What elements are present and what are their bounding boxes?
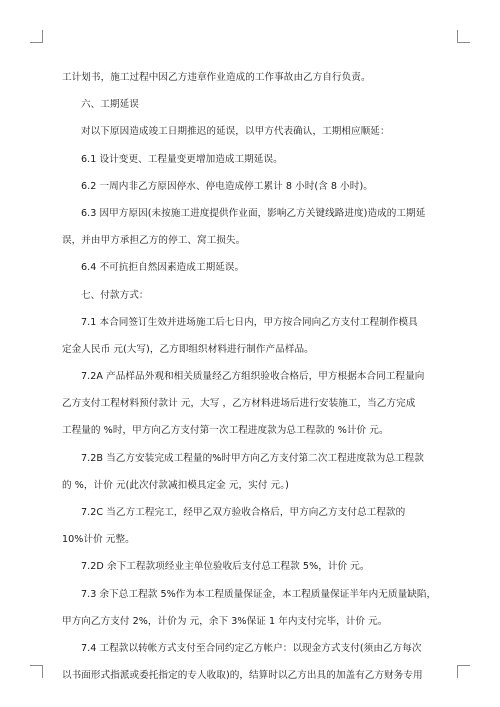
text-line: 6.4 不可抗拒自然因素造成工期延误。 — [81, 262, 245, 274]
text-line: 误，并由甲方承担乙方的停工、窝工损失。 — [62, 235, 246, 247]
text-line: 定金人民币 元(大写)，乙方即组织材料进行制作产品样品。 — [62, 343, 314, 355]
text-line: 工程量的 %时，甲方向乙方支付第一次工程进度款为总工程款的 %计价 元。 — [62, 425, 389, 437]
text-line: 乙方支付工程材料预付款计 元，大写 ，乙方材料进场后进行安装施工，当乙方完成 — [62, 398, 416, 410]
text-line: 甲方向乙方支付 2%，计价为 元，余下 3%保证 1 年内支付完毕，计价 元。 — [62, 615, 388, 627]
crop-mark-top-left — [30, 30, 43, 43]
crop-mark-bottom-right — [457, 665, 470, 678]
text-line: 六、工期延误 — [81, 99, 139, 111]
text-line: 7.2C 当乙方工程完工，经甲乙双方验收合格后，甲方向乙方支付总工程款的 — [81, 507, 406, 518]
text-line: 七、付款方式： — [81, 289, 149, 301]
text-line: 对以下原因造成竣工日期推迟的延误，以甲方代表确认，工期相应顺延： — [81, 126, 390, 138]
crop-mark-bottom-left — [30, 665, 43, 678]
text-line: 6.2 一周内非乙方原因停水、停电造成停工累计 8 小时(含 8 小时)。 — [81, 180, 373, 192]
text-line: 7.3 余下总工程款 5%作为本工程质量保证金，本工程质量保证半年内无质量缺陷， — [81, 588, 437, 600]
document-body — [62, 64, 442, 689]
text-line: 10%计价 元整。 — [62, 534, 135, 546]
text-line: 7.1 本合同签订生效并进场施工后七日内，甲方按合同向乙方支付工程制作模具 — [81, 316, 418, 328]
text-line: 6.1 设计变更、工程量变更增加造成工期延误。 — [81, 153, 283, 165]
text-line: 7.2B 当乙方安装完成工程量的%时甲方向乙方支付第二次工程进度款为总工程款 — [81, 452, 424, 464]
text-line: 7.2D 余下工程款项经业主单位验收后支付总工程款 5%，计价 元。 — [81, 561, 370, 573]
text-line: 工计划书，施工过程中因乙方违章作业造成的工作事故由乙方自行负责。 — [62, 72, 371, 83]
text-line: 6.3 因甲方原因(未按施工进度提供作业面，影响乙方关键线路进度)造成的工期延 — [81, 207, 426, 219]
text-line: 7.2A 产品样品外观和相关质量经乙方组织验收合格后，甲方根据本合同工程量向 — [81, 371, 425, 383]
text-line: 的 %，计价 元(此次付款减扣模具定金 元，实付 元。) — [62, 479, 289, 491]
crop-mark-top-right — [457, 30, 470, 43]
text-line: 以书面形式指派或委托指定的专人收取)的，结算时以乙方出具的加盖有乙方财务专用 — [62, 670, 423, 682]
text-line: 7.4 工程款以转帐方式支付至合同约定乙方帐户：以现金方式支付(须由乙方每次 — [81, 642, 422, 654]
